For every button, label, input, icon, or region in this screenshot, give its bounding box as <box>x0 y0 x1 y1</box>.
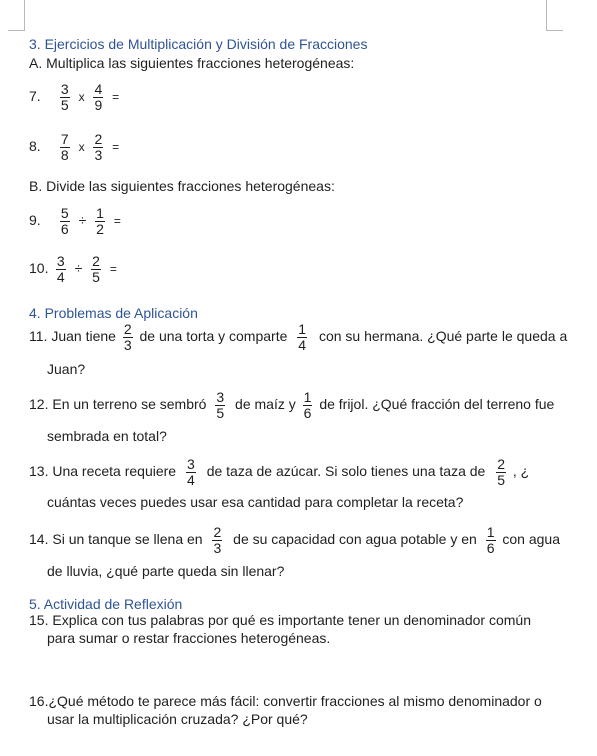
question-number: 15. <box>29 612 49 628</box>
fraction: $\frac{2}{3}$ <box>94 131 103 163</box>
exercise-number: 10. <box>29 260 49 277</box>
part-a-instruction: A. Multiplica las siguientes fracciones heterogéneas: <box>29 55 355 71</box>
fraction: $\frac{1}{2}$ <box>96 205 104 237</box>
fraction: $\frac{2}{5}$ <box>92 253 100 285</box>
divide-sign: ÷ <box>74 260 83 277</box>
fraction: $\frac{5}{6}$ <box>60 205 69 237</box>
fraction: $\frac{2}{3}$ <box>123 321 132 353</box>
exercise-8 <box>29 132 121 163</box>
question-16-continuation: usar la multiplicación cruzada? ¿Por qué? <box>47 711 308 727</box>
fraction: $\frac{3}{5}$ <box>60 81 69 113</box>
problem-14-continuation: de lluvia, ¿qué parte queda sin llenar? <box>47 563 285 579</box>
fraction: $\frac{3}{4}$ <box>56 253 65 285</box>
exercise-7 <box>29 82 121 113</box>
problem-number: 14. <box>29 531 49 548</box>
question-number: 16. <box>29 693 49 709</box>
problem-number: 11. <box>29 328 48 345</box>
problem-11: 11. Juan tiene $\frac{2}{3}$ de una torta y comparte $\frac{1}{4}$ con su hermana. ¿Qué parte le queda a <box>29 321 568 353</box>
exercise-9 <box>29 206 123 237</box>
fraction: $\frac{7}{8}$ <box>60 131 69 163</box>
problem-11-continuation: Juan? <box>47 361 86 377</box>
fraction: $\frac{1}{6}$ <box>486 524 495 556</box>
exercise-number: 8. <box>29 138 41 155</box>
part-b-instruction: B. Divide las siguientes fracciones heterogéneas: <box>29 178 335 194</box>
divide-sign: ÷ <box>78 212 87 229</box>
equals-sign: = <box>113 214 121 229</box>
problem-number: 12. <box>29 396 49 413</box>
multiply-sign: x <box>78 140 85 155</box>
exercise-number: 9. <box>29 212 41 229</box>
problem-12-continuation: sembrada en total? <box>47 428 167 444</box>
section-5-heading: 5. Actividad de Reflexión <box>29 596 183 612</box>
equals-sign: = <box>112 90 120 105</box>
fraction: $\frac{2}{3}$ <box>213 524 222 556</box>
problem-13-continuation: cuántas veces puedes usar esa cantidad para completar la receta? <box>47 494 464 510</box>
problem-number: 13. <box>29 463 49 480</box>
exercise-10 <box>29 254 119 285</box>
fraction: $\frac{1}{4}$ <box>298 321 307 353</box>
equals-sign: = <box>112 140 120 155</box>
question-16: 16.¿Qué método te parece más fácil: convertir fracciones al mismo denominador o <box>29 693 542 709</box>
exercise-number: 7. <box>29 88 41 105</box>
fraction: $\frac{1}{6}$ <box>303 389 312 421</box>
problem-13: 13. Una receta requiere $\frac{3}{4}$ de taza de azúcar. Si solo tienes una taza de $\frac{2}{5}$ , ¿ <box>29 456 530 488</box>
fraction: $\frac{4}{9}$ <box>94 81 103 113</box>
question-15: 15. Explica con tus palabras por qué es importante tener un denominador común <box>29 612 531 628</box>
problem-12: 12. En un terreno se sembró $\frac{3}{5}$ de maíz y $\frac{1}{6}$ de frijol. ¿Qué fracción del terreno fue <box>29 389 555 421</box>
multiply-sign: x <box>78 90 85 105</box>
question-15-continuation: para sumar o restar fracciones heterogéneas. <box>47 630 331 646</box>
fraction: $\frac{3}{4}$ <box>187 456 195 488</box>
section-3-heading: 3. Ejercicios de Multiplicación y División de Fracciones <box>29 36 368 52</box>
fraction: $\frac{2}{5}$ <box>497 456 506 488</box>
problem-14: 14. Si un tanque se llena en $\frac{2}{3}$ de su capacidad con agua potable y en $\frac{1}{6}$ con agua <box>29 524 560 556</box>
section-4-heading: 4. Problemas de Aplicación <box>29 305 198 321</box>
fraction: $\frac{3}{5}$ <box>216 389 225 421</box>
equals-sign: = <box>109 262 117 277</box>
